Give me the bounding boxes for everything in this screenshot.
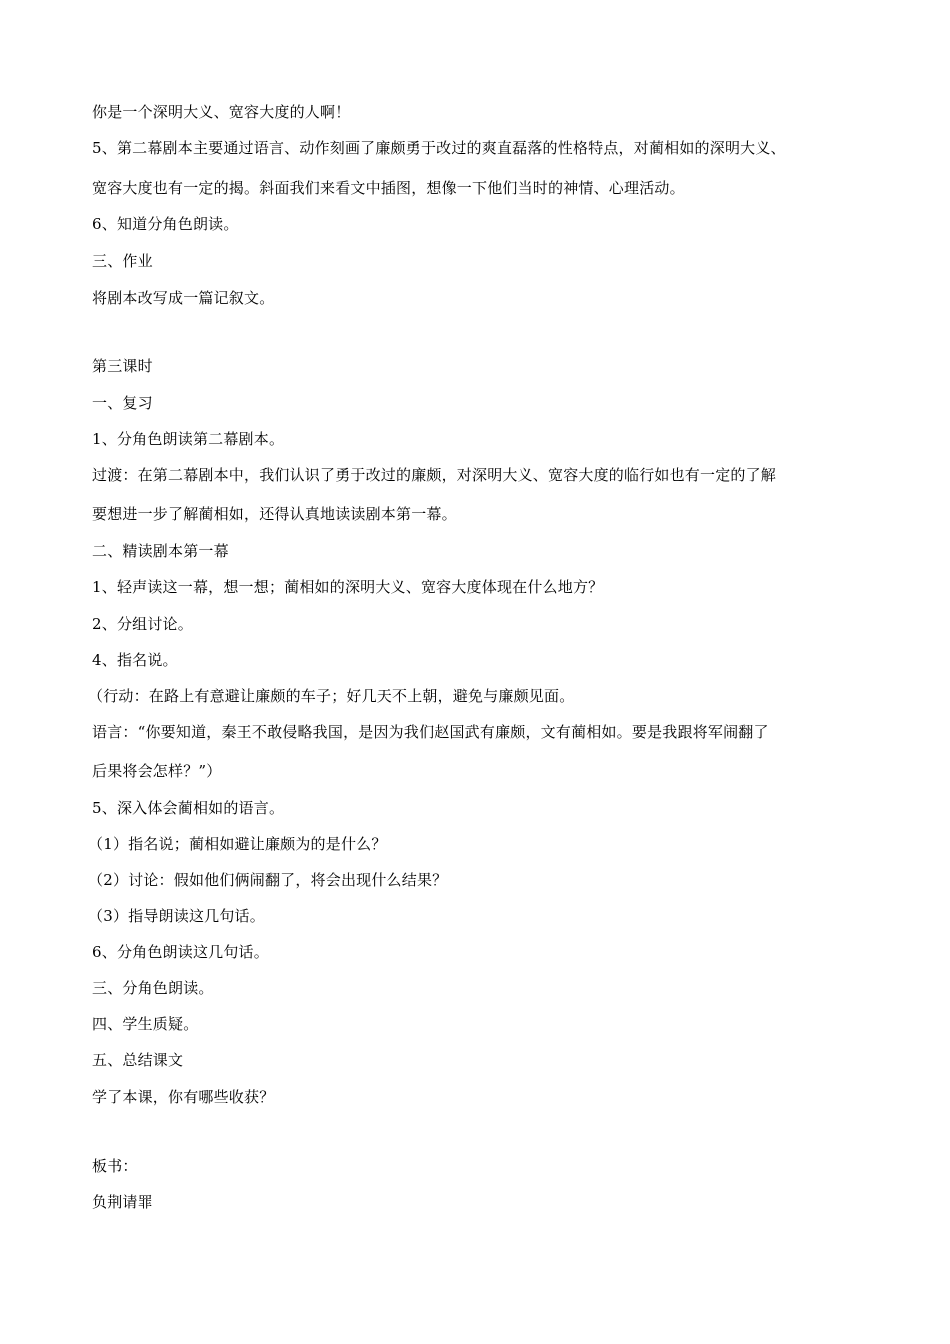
text-line: 5、深入体会蔺相如的语言。 bbox=[92, 799, 285, 817]
text-line: 学了本课，你有哪些收获？ bbox=[92, 1088, 275, 1106]
text-line: 5、第二幕剧本主要通过语言、动作刻画了廉颇勇于改过的爽直磊落的性格特点，对蔺相如的深明大义、 bbox=[92, 139, 786, 157]
section-heading: 三、作业 bbox=[92, 252, 153, 270]
text-line: 2、分组讨论。 bbox=[92, 615, 193, 633]
text-line: 6、分角色朗读这几句话。 bbox=[92, 943, 269, 961]
text-line: 4、指名说。 bbox=[92, 651, 178, 669]
text-line: 将剧本改写成一篇记叙文。 bbox=[92, 289, 275, 307]
section-heading: 二、精读剧本第一幕 bbox=[92, 542, 229, 560]
lesson-heading: 第三课时 bbox=[92, 357, 153, 375]
text-line: 宽容大度也有一定的揭。斜面我们来看文中插图，想像一下他们当时的神情、心理活动。 bbox=[92, 179, 685, 197]
blackboard-title: 负荆请罪 bbox=[92, 1193, 153, 1211]
text-line: （2）讨论：假如他们俩闹翻了，将会出现什么结果？ bbox=[88, 871, 448, 889]
text-line: 你是一个深明大义、宽容大度的人啊！ bbox=[92, 103, 351, 121]
section-heading: 三、分角色朗读。 bbox=[92, 979, 214, 997]
section-heading: 五、总结课文 bbox=[92, 1051, 184, 1069]
text-line: 6、知道分角色朗读。 bbox=[92, 215, 239, 233]
section-heading: 四、学生质疑。 bbox=[92, 1015, 199, 1033]
text-line: 语言：“你要知道，秦王不敢侵略我国，是因为我们赵国武有廉颇，文有蔺相如。要是我跟将军闹翻了 bbox=[92, 723, 769, 741]
text-line: 后果将会怎样？”） bbox=[92, 762, 222, 780]
text-line: 过渡：在第二幕剧本中，我们认识了勇于改过的廉颇，对深明大义、宽容大度的临行如也有一定的了解 bbox=[92, 466, 777, 484]
text-line: （3）指导朗读这几句话。 bbox=[88, 907, 265, 925]
text-line: （行动：在路上有意避让廉颇的车子；好几天不上朝，避免与廉颇见面。 bbox=[88, 687, 575, 705]
blackboard-heading: 板书： bbox=[92, 1157, 138, 1175]
section-heading: 一、复习 bbox=[92, 394, 153, 412]
text-line: （1）指名说；蔺相如避让廉颇为的是什么？ bbox=[88, 835, 387, 853]
text-line: 要想进一步了解蔺相如，还得认真地读读剧本第一幕。 bbox=[92, 505, 457, 523]
text-line: 1、轻声读这一幕，想一想；蔺相如的深明大义、宽容大度体现在什么地方？ bbox=[92, 578, 604, 596]
text-line: 1、分角色朗读第二幕剧本。 bbox=[92, 430, 285, 448]
